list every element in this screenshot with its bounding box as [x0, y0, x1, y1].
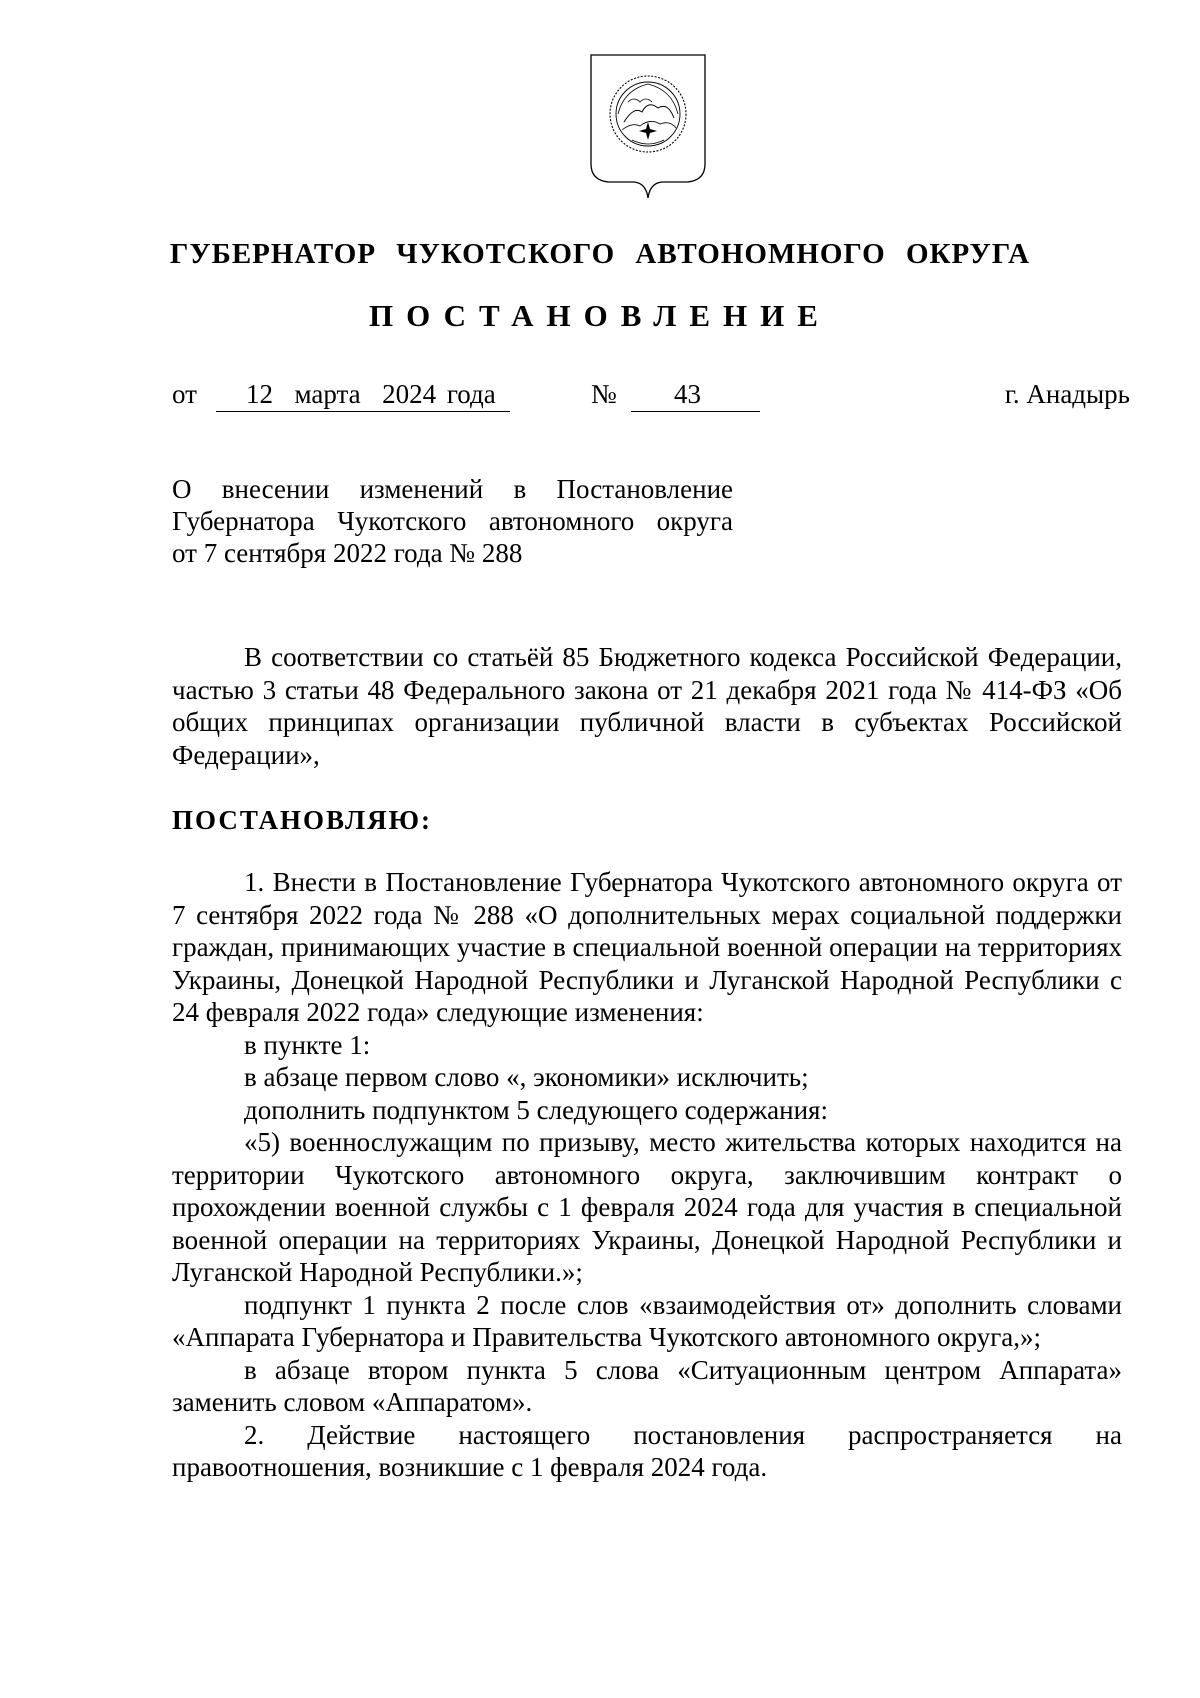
- subject-line: О внесении изменений в Постановление: [172, 474, 733, 504]
- document-date: 12 марта 2024 года: [216, 377, 510, 412]
- paragraph-item-1: 1. Внести в Постановление Губернатора Чукотского автономного округа от 7 сентября 2022 года № 288 «О дополнительных мерах социальной поддержки граждан, принимающих участие в специальной военной операции на территориях Украины, Донецкой Народной Республики и Луганской Народной Республики с 24 февраля 2022 года» следующие изменения:: [172, 867, 1122, 1027]
- paragraph-subitem: дополнить подпунктом 5 следующего содержания:: [244, 1094, 828, 1125]
- paragraph-item-2: 2. Действие настоящего постановления распространяется на правоотношения, возникшие с 1 февраля 2024 года.: [172, 1419, 1122, 1482]
- paragraph-subitem: в абзаце втором пункта 5 слова «Ситуационным центром Аппарата» заменить словом «Аппаратом».: [172, 1354, 1122, 1417]
- document-type: ПОСТАНОВЛЕНИЕ: [369, 298, 831, 333]
- subject-line: Губернатора Чукотского автономного округа: [172, 506, 733, 536]
- date-label: от: [172, 379, 197, 409]
- preamble-paragraph: В соответствии со статьёй 85 Бюджетного кодекса Российской Федерации, частью 3 статьи 48 Федерального закона от 21 декабря 2021 года № 414-ФЗ «Об общих принципах организации публичной власти в субъектах Российской Федерации»,: [172, 642, 1122, 770]
- paragraph-subitem: в абзаце первом слово «, экономики» исключить;: [244, 1062, 809, 1092]
- main-text-block: [172, 866, 1122, 1484]
- preamble-block: [172, 641, 1122, 771]
- subject-line: от 7 сентября 2022 года № 288: [172, 538, 523, 568]
- authority-title: ГУБЕРНАТОР ЧУКОТСКОГО АВТОНОМНОГО ОКРУГА: [169, 238, 1031, 270]
- resolve-heading: ПОСТАНОВЛЯЮ:: [172, 805, 432, 835]
- document-number: 43: [631, 377, 760, 412]
- document-meta-row: [172, 377, 1130, 413]
- chukotka-coat-of-arms-icon: [588, 52, 708, 202]
- document-city: г. Анадырь: [1004, 379, 1130, 409]
- document-subject: [172, 473, 733, 569]
- number-label: №: [591, 379, 617, 409]
- paragraph-quote-subitem-5: «5) военнослужащим по призыву, место жительства которых находится на территории Чукотского автономного округа, заключившим контракт о прохождении военной службы с 1 февраля 2024 года для участия в специальной военной операции на территориях Украины, Донецкой Народной Республики и Луганской Народной Республики.»;: [172, 1127, 1122, 1287]
- paragraph-subitem: в пункте 1:: [244, 1029, 371, 1060]
- paragraph-subitem: подпункт 1 пункта 2 после слов «взаимодействия от» дополнить словами «Аппарата Губернатора и Правительства Чукотского автономного округа,»;: [172, 1289, 1122, 1352]
